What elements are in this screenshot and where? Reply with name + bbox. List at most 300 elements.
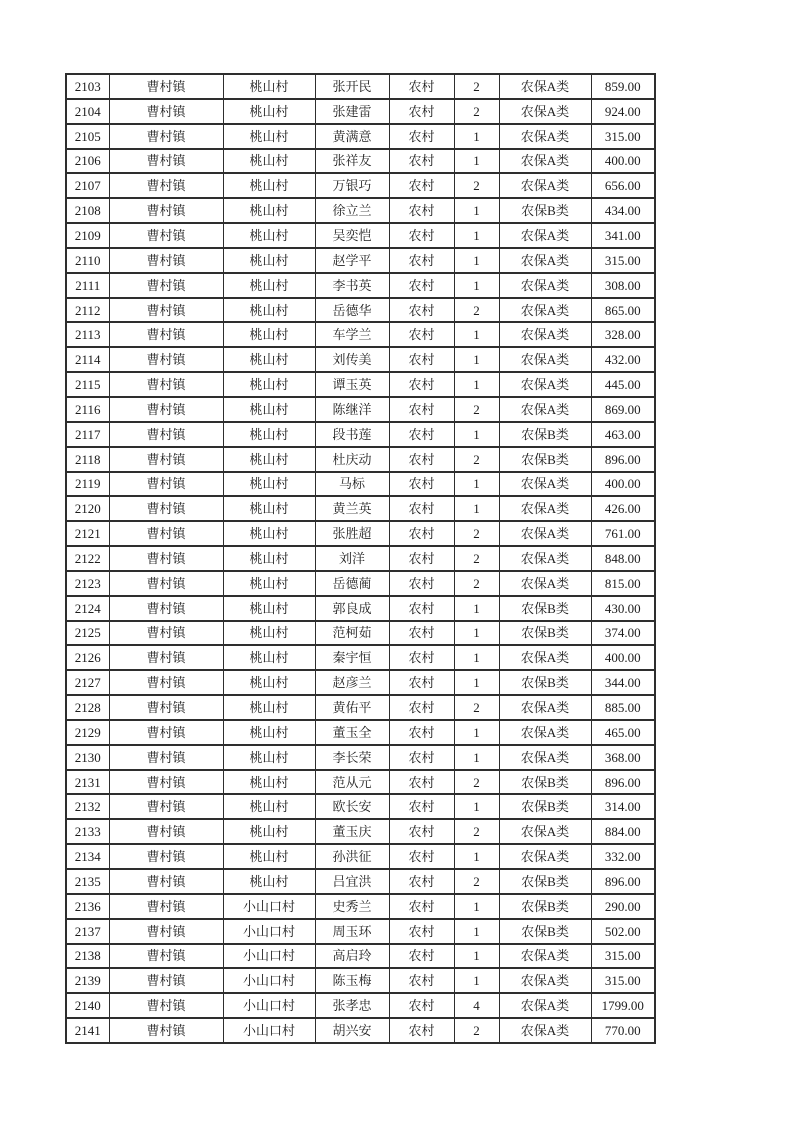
cell-category: 农保B类 bbox=[499, 621, 591, 646]
cell-category: 农保B类 bbox=[499, 770, 591, 795]
cell-village: 桃山村 bbox=[223, 347, 315, 372]
cell-town: 曹村镇 bbox=[109, 99, 223, 124]
cell-category: 农保B类 bbox=[499, 596, 591, 621]
table-row bbox=[66, 844, 655, 869]
cell-village: 小山口村 bbox=[223, 944, 315, 969]
cell-count: 2 bbox=[454, 74, 499, 99]
cell-village: 桃山村 bbox=[223, 670, 315, 695]
cell-category: 农保A类 bbox=[499, 968, 591, 993]
cell-name: 谭玉英 bbox=[315, 372, 389, 397]
cell-residence: 农村 bbox=[389, 745, 454, 770]
cell-village: 桃山村 bbox=[223, 869, 315, 894]
table-row bbox=[66, 347, 655, 372]
table-row bbox=[66, 720, 655, 745]
cell-town: 曹村镇 bbox=[109, 596, 223, 621]
cell-residence: 农村 bbox=[389, 124, 454, 149]
cell-count: 1 bbox=[454, 347, 499, 372]
cell-serial: 2136 bbox=[66, 894, 109, 919]
cell-count: 1 bbox=[454, 621, 499, 646]
cell-name: 陈玉梅 bbox=[315, 968, 389, 993]
cell-count: 2 bbox=[454, 819, 499, 844]
cell-town: 曹村镇 bbox=[109, 645, 223, 670]
table-row bbox=[66, 322, 655, 347]
cell-amount: 430.00 bbox=[591, 596, 655, 621]
cell-town: 曹村镇 bbox=[109, 944, 223, 969]
cell-name: 刘洋 bbox=[315, 546, 389, 571]
cell-name: 史秀兰 bbox=[315, 894, 389, 919]
cell-residence: 农村 bbox=[389, 198, 454, 223]
cell-serial: 2127 bbox=[66, 670, 109, 695]
table-row bbox=[66, 968, 655, 993]
table-row bbox=[66, 124, 655, 149]
table-row bbox=[66, 745, 655, 770]
cell-amount: 432.00 bbox=[591, 347, 655, 372]
cell-count: 1 bbox=[454, 944, 499, 969]
cell-amount: 341.00 bbox=[591, 223, 655, 248]
cell-residence: 农村 bbox=[389, 99, 454, 124]
cell-amount: 770.00 bbox=[591, 1018, 655, 1043]
cell-village: 桃山村 bbox=[223, 124, 315, 149]
cell-name: 岳德华 bbox=[315, 298, 389, 323]
cell-count: 2 bbox=[454, 173, 499, 198]
cell-village: 桃山村 bbox=[223, 422, 315, 447]
cell-count: 1 bbox=[454, 198, 499, 223]
cell-town: 曹村镇 bbox=[109, 819, 223, 844]
cell-category: 农保A类 bbox=[499, 1018, 591, 1043]
cell-serial: 2141 bbox=[66, 1018, 109, 1043]
cell-category: 农保A类 bbox=[499, 745, 591, 770]
cell-category: 农保A类 bbox=[499, 74, 591, 99]
cell-serial: 2133 bbox=[66, 819, 109, 844]
cell-category: 农保A类 bbox=[499, 173, 591, 198]
cell-category: 农保A类 bbox=[499, 521, 591, 546]
cell-category: 农保A类 bbox=[499, 819, 591, 844]
table-row bbox=[66, 1018, 655, 1043]
cell-count: 1 bbox=[454, 968, 499, 993]
cell-village: 桃山村 bbox=[223, 496, 315, 521]
cell-category: 农保A类 bbox=[499, 298, 591, 323]
cell-amount: 314.00 bbox=[591, 794, 655, 819]
cell-name: 黄佑平 bbox=[315, 695, 389, 720]
cell-serial: 2130 bbox=[66, 745, 109, 770]
cell-serial: 2114 bbox=[66, 347, 109, 372]
table-row bbox=[66, 198, 655, 223]
table-row bbox=[66, 496, 655, 521]
table-row bbox=[66, 472, 655, 497]
cell-residence: 农村 bbox=[389, 496, 454, 521]
cell-count: 2 bbox=[454, 1018, 499, 1043]
cell-count: 1 bbox=[454, 720, 499, 745]
cell-name: 范柯茹 bbox=[315, 621, 389, 646]
cell-category: 农保A类 bbox=[499, 149, 591, 174]
cell-count: 2 bbox=[454, 447, 499, 472]
cell-name: 胡兴安 bbox=[315, 1018, 389, 1043]
cell-count: 2 bbox=[454, 298, 499, 323]
cell-count: 1 bbox=[454, 496, 499, 521]
cell-category: 农保A类 bbox=[499, 347, 591, 372]
cell-count: 1 bbox=[454, 372, 499, 397]
cell-name: 张孝忠 bbox=[315, 993, 389, 1018]
cell-village: 桃山村 bbox=[223, 745, 315, 770]
cell-name: 张胜超 bbox=[315, 521, 389, 546]
table-row bbox=[66, 521, 655, 546]
cell-amount: 885.00 bbox=[591, 695, 655, 720]
cell-town: 曹村镇 bbox=[109, 894, 223, 919]
cell-category: 农保B类 bbox=[499, 919, 591, 944]
cell-count: 2 bbox=[454, 770, 499, 795]
cell-residence: 农村 bbox=[389, 968, 454, 993]
cell-residence: 农村 bbox=[389, 645, 454, 670]
cell-count: 2 bbox=[454, 521, 499, 546]
cell-town: 曹村镇 bbox=[109, 546, 223, 571]
cell-serial: 2129 bbox=[66, 720, 109, 745]
cell-village: 桃山村 bbox=[223, 447, 315, 472]
cell-serial: 2140 bbox=[66, 993, 109, 1018]
cell-category: 农保A类 bbox=[499, 720, 591, 745]
cell-category: 农保B类 bbox=[499, 670, 591, 695]
cell-name: 徐立兰 bbox=[315, 198, 389, 223]
cell-amount: 896.00 bbox=[591, 770, 655, 795]
cell-serial: 2121 bbox=[66, 521, 109, 546]
table-row bbox=[66, 447, 655, 472]
cell-village: 桃山村 bbox=[223, 794, 315, 819]
cell-category: 农保A类 bbox=[499, 248, 591, 273]
table-row bbox=[66, 596, 655, 621]
cell-name: 欧长安 bbox=[315, 794, 389, 819]
table-row bbox=[66, 74, 655, 99]
cell-serial: 2132 bbox=[66, 794, 109, 819]
cell-serial: 2109 bbox=[66, 223, 109, 248]
cell-residence: 农村 bbox=[389, 173, 454, 198]
cell-serial: 2104 bbox=[66, 99, 109, 124]
cell-count: 1 bbox=[454, 645, 499, 670]
cell-amount: 896.00 bbox=[591, 869, 655, 894]
cell-residence: 农村 bbox=[389, 695, 454, 720]
cell-town: 曹村镇 bbox=[109, 844, 223, 869]
cell-category: 农保A类 bbox=[499, 99, 591, 124]
cell-name: 陈继洋 bbox=[315, 397, 389, 422]
cell-amount: 332.00 bbox=[591, 844, 655, 869]
table-row bbox=[66, 248, 655, 273]
cell-residence: 农村 bbox=[389, 869, 454, 894]
cell-amount: 290.00 bbox=[591, 894, 655, 919]
table-row bbox=[66, 571, 655, 596]
cell-name: 秦宇恒 bbox=[315, 645, 389, 670]
cell-residence: 农村 bbox=[389, 372, 454, 397]
table-row bbox=[66, 99, 655, 124]
cell-count: 2 bbox=[454, 397, 499, 422]
cell-town: 曹村镇 bbox=[109, 869, 223, 894]
cell-serial: 2115 bbox=[66, 372, 109, 397]
cell-village: 桃山村 bbox=[223, 322, 315, 347]
cell-village: 桃山村 bbox=[223, 720, 315, 745]
cell-town: 曹村镇 bbox=[109, 149, 223, 174]
cell-name: 张建雷 bbox=[315, 99, 389, 124]
cell-count: 1 bbox=[454, 844, 499, 869]
subsidy-roster-table bbox=[65, 73, 656, 1044]
cell-amount: 434.00 bbox=[591, 198, 655, 223]
cell-town: 曹村镇 bbox=[109, 74, 223, 99]
cell-amount: 315.00 bbox=[591, 968, 655, 993]
cell-serial: 2106 bbox=[66, 149, 109, 174]
cell-village: 桃山村 bbox=[223, 372, 315, 397]
cell-residence: 农村 bbox=[389, 248, 454, 273]
cell-serial: 2119 bbox=[66, 472, 109, 497]
cell-residence: 农村 bbox=[389, 844, 454, 869]
cell-amount: 426.00 bbox=[591, 496, 655, 521]
cell-category: 农保B类 bbox=[499, 894, 591, 919]
cell-name: 赵彦兰 bbox=[315, 670, 389, 695]
table-row bbox=[66, 223, 655, 248]
cell-serial: 2103 bbox=[66, 74, 109, 99]
cell-town: 曹村镇 bbox=[109, 720, 223, 745]
cell-amount: 308.00 bbox=[591, 273, 655, 298]
cell-count: 1 bbox=[454, 670, 499, 695]
cell-serial: 2117 bbox=[66, 422, 109, 447]
table-row bbox=[66, 149, 655, 174]
cell-town: 曹村镇 bbox=[109, 397, 223, 422]
cell-town: 曹村镇 bbox=[109, 298, 223, 323]
cell-amount: 815.00 bbox=[591, 571, 655, 596]
cell-residence: 农村 bbox=[389, 993, 454, 1018]
table-row bbox=[66, 546, 655, 571]
cell-serial: 2113 bbox=[66, 322, 109, 347]
table-row bbox=[66, 919, 655, 944]
cell-village: 桃山村 bbox=[223, 298, 315, 323]
cell-category: 农保B类 bbox=[499, 198, 591, 223]
cell-town: 曹村镇 bbox=[109, 422, 223, 447]
cell-amount: 400.00 bbox=[591, 645, 655, 670]
cell-residence: 农村 bbox=[389, 472, 454, 497]
cell-amount: 865.00 bbox=[591, 298, 655, 323]
table-row bbox=[66, 993, 655, 1018]
cell-amount: 315.00 bbox=[591, 944, 655, 969]
table-row bbox=[66, 894, 655, 919]
cell-amount: 884.00 bbox=[591, 819, 655, 844]
cell-residence: 农村 bbox=[389, 447, 454, 472]
cell-town: 曹村镇 bbox=[109, 695, 223, 720]
cell-category: 农保A类 bbox=[499, 695, 591, 720]
cell-residence: 农村 bbox=[389, 322, 454, 347]
cell-town: 曹村镇 bbox=[109, 1018, 223, 1043]
cell-town: 曹村镇 bbox=[109, 447, 223, 472]
cell-category: 农保A类 bbox=[499, 322, 591, 347]
cell-town: 曹村镇 bbox=[109, 248, 223, 273]
cell-serial: 2116 bbox=[66, 397, 109, 422]
cell-residence: 农村 bbox=[389, 670, 454, 695]
cell-village: 桃山村 bbox=[223, 621, 315, 646]
cell-residence: 农村 bbox=[389, 223, 454, 248]
cell-amount: 328.00 bbox=[591, 322, 655, 347]
cell-category: 农保A类 bbox=[499, 844, 591, 869]
cell-name: 郭良成 bbox=[315, 596, 389, 621]
cell-name: 吴奕恺 bbox=[315, 223, 389, 248]
cell-town: 曹村镇 bbox=[109, 770, 223, 795]
cell-village: 桃山村 bbox=[223, 571, 315, 596]
cell-amount: 368.00 bbox=[591, 745, 655, 770]
table-row bbox=[66, 794, 655, 819]
cell-town: 曹村镇 bbox=[109, 223, 223, 248]
cell-category: 农保A类 bbox=[499, 571, 591, 596]
table-row bbox=[66, 422, 655, 447]
cell-name: 董玉庆 bbox=[315, 819, 389, 844]
cell-amount: 869.00 bbox=[591, 397, 655, 422]
cell-town: 曹村镇 bbox=[109, 273, 223, 298]
cell-name: 岳德蔺 bbox=[315, 571, 389, 596]
cell-village: 桃山村 bbox=[223, 173, 315, 198]
cell-name: 李书英 bbox=[315, 273, 389, 298]
cell-serial: 2107 bbox=[66, 173, 109, 198]
cell-serial: 2131 bbox=[66, 770, 109, 795]
cell-count: 1 bbox=[454, 794, 499, 819]
cell-town: 曹村镇 bbox=[109, 521, 223, 546]
cell-name: 张祥友 bbox=[315, 149, 389, 174]
cell-residence: 农村 bbox=[389, 596, 454, 621]
table-row bbox=[66, 273, 655, 298]
cell-village: 桃山村 bbox=[223, 472, 315, 497]
cell-serial: 2123 bbox=[66, 571, 109, 596]
cell-amount: 445.00 bbox=[591, 372, 655, 397]
cell-count: 1 bbox=[454, 745, 499, 770]
cell-village: 桃山村 bbox=[223, 397, 315, 422]
cell-residence: 农村 bbox=[389, 770, 454, 795]
cell-amount: 374.00 bbox=[591, 621, 655, 646]
cell-village: 桃山村 bbox=[223, 99, 315, 124]
cell-town: 曹村镇 bbox=[109, 745, 223, 770]
cell-amount: 465.00 bbox=[591, 720, 655, 745]
cell-amount: 315.00 bbox=[591, 124, 655, 149]
cell-count: 2 bbox=[454, 869, 499, 894]
cell-category: 农保A类 bbox=[499, 993, 591, 1018]
cell-village: 桃山村 bbox=[223, 74, 315, 99]
cell-serial: 2134 bbox=[66, 844, 109, 869]
cell-residence: 农村 bbox=[389, 298, 454, 323]
cell-town: 曹村镇 bbox=[109, 472, 223, 497]
cell-name: 万银巧 bbox=[315, 173, 389, 198]
cell-town: 曹村镇 bbox=[109, 496, 223, 521]
cell-village: 桃山村 bbox=[223, 770, 315, 795]
cell-count: 1 bbox=[454, 894, 499, 919]
cell-count: 1 bbox=[454, 149, 499, 174]
cell-town: 曹村镇 bbox=[109, 968, 223, 993]
cell-name: 孙洪征 bbox=[315, 844, 389, 869]
cell-category: 农保A类 bbox=[499, 397, 591, 422]
table-row bbox=[66, 298, 655, 323]
cell-serial: 2125 bbox=[66, 621, 109, 646]
cell-amount: 848.00 bbox=[591, 546, 655, 571]
cell-name: 赵学平 bbox=[315, 248, 389, 273]
cell-name: 张开民 bbox=[315, 74, 389, 99]
cell-town: 曹村镇 bbox=[109, 173, 223, 198]
cell-residence: 农村 bbox=[389, 546, 454, 571]
cell-category: 农保A类 bbox=[499, 273, 591, 298]
cell-serial: 2118 bbox=[66, 447, 109, 472]
table-row bbox=[66, 173, 655, 198]
cell-count: 1 bbox=[454, 919, 499, 944]
cell-residence: 农村 bbox=[389, 1018, 454, 1043]
table-body bbox=[66, 74, 655, 1043]
cell-village: 桃山村 bbox=[223, 149, 315, 174]
cell-village: 桃山村 bbox=[223, 546, 315, 571]
cell-town: 曹村镇 bbox=[109, 372, 223, 397]
cell-name: 董玉全 bbox=[315, 720, 389, 745]
cell-name: 李长荣 bbox=[315, 745, 389, 770]
cell-village: 桃山村 bbox=[223, 819, 315, 844]
cell-village: 桃山村 bbox=[223, 248, 315, 273]
table-row bbox=[66, 372, 655, 397]
cell-count: 4 bbox=[454, 993, 499, 1018]
cell-town: 曹村镇 bbox=[109, 124, 223, 149]
cell-amount: 924.00 bbox=[591, 99, 655, 124]
cell-count: 1 bbox=[454, 248, 499, 273]
cell-town: 曹村镇 bbox=[109, 993, 223, 1018]
table-row bbox=[66, 621, 655, 646]
cell-residence: 农村 bbox=[389, 621, 454, 646]
table-row bbox=[66, 869, 655, 894]
cell-village: 小山口村 bbox=[223, 894, 315, 919]
cell-village: 小山口村 bbox=[223, 993, 315, 1018]
cell-serial: 2122 bbox=[66, 546, 109, 571]
cell-category: 农保B类 bbox=[499, 422, 591, 447]
cell-serial: 2111 bbox=[66, 273, 109, 298]
cell-amount: 400.00 bbox=[591, 149, 655, 174]
cell-category: 农保A类 bbox=[499, 223, 591, 248]
cell-town: 曹村镇 bbox=[109, 919, 223, 944]
cell-category: 农保A类 bbox=[499, 546, 591, 571]
cell-category: 农保A类 bbox=[499, 645, 591, 670]
table-row bbox=[66, 397, 655, 422]
cell-serial: 2124 bbox=[66, 596, 109, 621]
cell-name: 马标 bbox=[315, 472, 389, 497]
cell-town: 曹村镇 bbox=[109, 794, 223, 819]
cell-amount: 896.00 bbox=[591, 447, 655, 472]
cell-serial: 2112 bbox=[66, 298, 109, 323]
table-row bbox=[66, 770, 655, 795]
cell-serial: 2135 bbox=[66, 869, 109, 894]
cell-serial: 2137 bbox=[66, 919, 109, 944]
cell-residence: 农村 bbox=[389, 571, 454, 596]
cell-name: 杜庆动 bbox=[315, 447, 389, 472]
table-row bbox=[66, 819, 655, 844]
cell-town: 曹村镇 bbox=[109, 571, 223, 596]
cell-village: 桃山村 bbox=[223, 695, 315, 720]
cell-residence: 农村 bbox=[389, 422, 454, 447]
cell-category: 农保A类 bbox=[499, 124, 591, 149]
cell-count: 1 bbox=[454, 596, 499, 621]
cell-count: 1 bbox=[454, 124, 499, 149]
cell-count: 2 bbox=[454, 99, 499, 124]
cell-serial: 2110 bbox=[66, 248, 109, 273]
cell-serial: 2105 bbox=[66, 124, 109, 149]
cell-count: 2 bbox=[454, 571, 499, 596]
cell-town: 曹村镇 bbox=[109, 198, 223, 223]
cell-amount: 502.00 bbox=[591, 919, 655, 944]
cell-serial: 2120 bbox=[66, 496, 109, 521]
cell-village: 桃山村 bbox=[223, 844, 315, 869]
cell-village: 桃山村 bbox=[223, 645, 315, 670]
cell-amount: 344.00 bbox=[591, 670, 655, 695]
cell-serial: 2108 bbox=[66, 198, 109, 223]
cell-serial: 2126 bbox=[66, 645, 109, 670]
cell-residence: 农村 bbox=[389, 819, 454, 844]
cell-village: 桃山村 bbox=[223, 521, 315, 546]
cell-residence: 农村 bbox=[389, 149, 454, 174]
cell-amount: 761.00 bbox=[591, 521, 655, 546]
cell-amount: 463.00 bbox=[591, 422, 655, 447]
cell-town: 曹村镇 bbox=[109, 621, 223, 646]
cell-category: 农保B类 bbox=[499, 869, 591, 894]
cell-category: 农保A类 bbox=[499, 496, 591, 521]
